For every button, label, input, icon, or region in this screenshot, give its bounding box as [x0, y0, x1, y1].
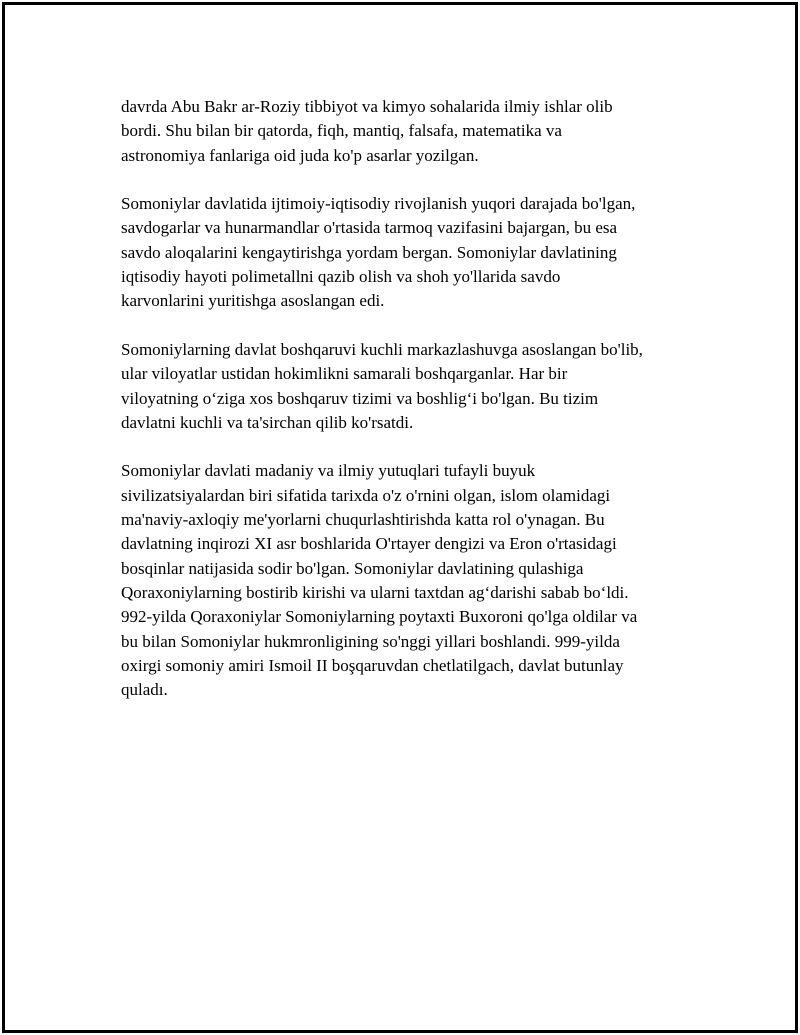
text-line: 992-yilda Qoraxoniylar Somoniylarning poytaxti Buxoroni qo'lga oldilar va	[121, 607, 638, 627]
text-line: oxirgi somoniy amiri Ismoil II boşqaruvdan chetlatilgach, davlat butunlay	[121, 655, 624, 675]
text-line: savdogarlar va hunarmandlar o'rtasida tarmoq vazifasini bajargan, bu esa	[121, 218, 618, 238]
paragraph-4	[121, 459, 701, 702]
text-line: ular viloyatlar ustidan hokimlikni samarali boshqarganlar. Har bir	[121, 364, 568, 384]
paragraph-3	[121, 338, 701, 435]
text-line: karvonlarini yuritishga asoslangan edi.	[121, 291, 385, 311]
text-line: sivilizatsiyalardan biri sifatida tarixda o'z o'rnini olgan, islom olamidagi	[121, 485, 611, 505]
text-line: davlatni kuchli va ta'sirchan qilib ko'rsatdi.	[121, 412, 414, 432]
text-line: davrda Abu Bakr ar-Roziy tibbiyot va kimyo sohalarida ilmiy ishlar olib	[121, 97, 613, 116]
text-line: Somoniylar davlatida ijtimoiy-iqtisodiy rivojlanish yuqori darajada bo'lgan,	[121, 194, 636, 214]
text-line: bu bilan Somoniylar hukmronligining so'nggi yillari boshlandi. 999-yilda	[121, 631, 620, 651]
text-line: viloyatning o‘ziga xos boshqaruv tizimi va boshlig‘i bo'lgan. Bu tizim	[121, 388, 599, 408]
text-line: ma'naviy-axloqiy me'yorlarni chuqurlashtirishda katta rol o'ynagan. Bu	[121, 510, 605, 530]
document-body	[121, 95, 701, 727]
text-line: Somoniylar davlati madaniy va ilmiy yutuqlari tufayli buyuk	[121, 461, 536, 481]
text-line: Qoraxoniylarning bostirib kirishi va ularni taxtdan ag‘darishi sabab bo‘ldi.	[121, 582, 629, 602]
paragraph-2	[121, 192, 701, 313]
text-line: quladı.	[121, 680, 168, 700]
text-line: bosqinlar natijasida sodir bo'lgan. Somoniylar davlatining qulashiga	[121, 558, 584, 578]
text-line: Somoniylarning davlat boshqaruvi kuchli markazlashuvga asoslangan bo'lib,	[121, 339, 643, 359]
text-line: savdo aloqalarini kengaytirishga yordam bergan. Somoniylar davlatining	[121, 242, 617, 262]
paragraph-1	[121, 95, 701, 168]
text-line: bordi. Shu bilan bir qatorda, fiqh, mantiq, falsafa, matematika va	[121, 121, 562, 141]
document-page	[2, 2, 798, 1033]
text-line: davlatning inqirozi XI asr boshlarida O'rtayer dengizi va Eron o'rtasidagi	[121, 534, 617, 554]
text-line: astronomiya fanlariga oid juda ko'p asarlar yozilgan.	[121, 145, 479, 165]
text-line: iqtisodiy hayoti polimetallni qazib olish va shoh yo'llarida savdo	[121, 267, 561, 287]
